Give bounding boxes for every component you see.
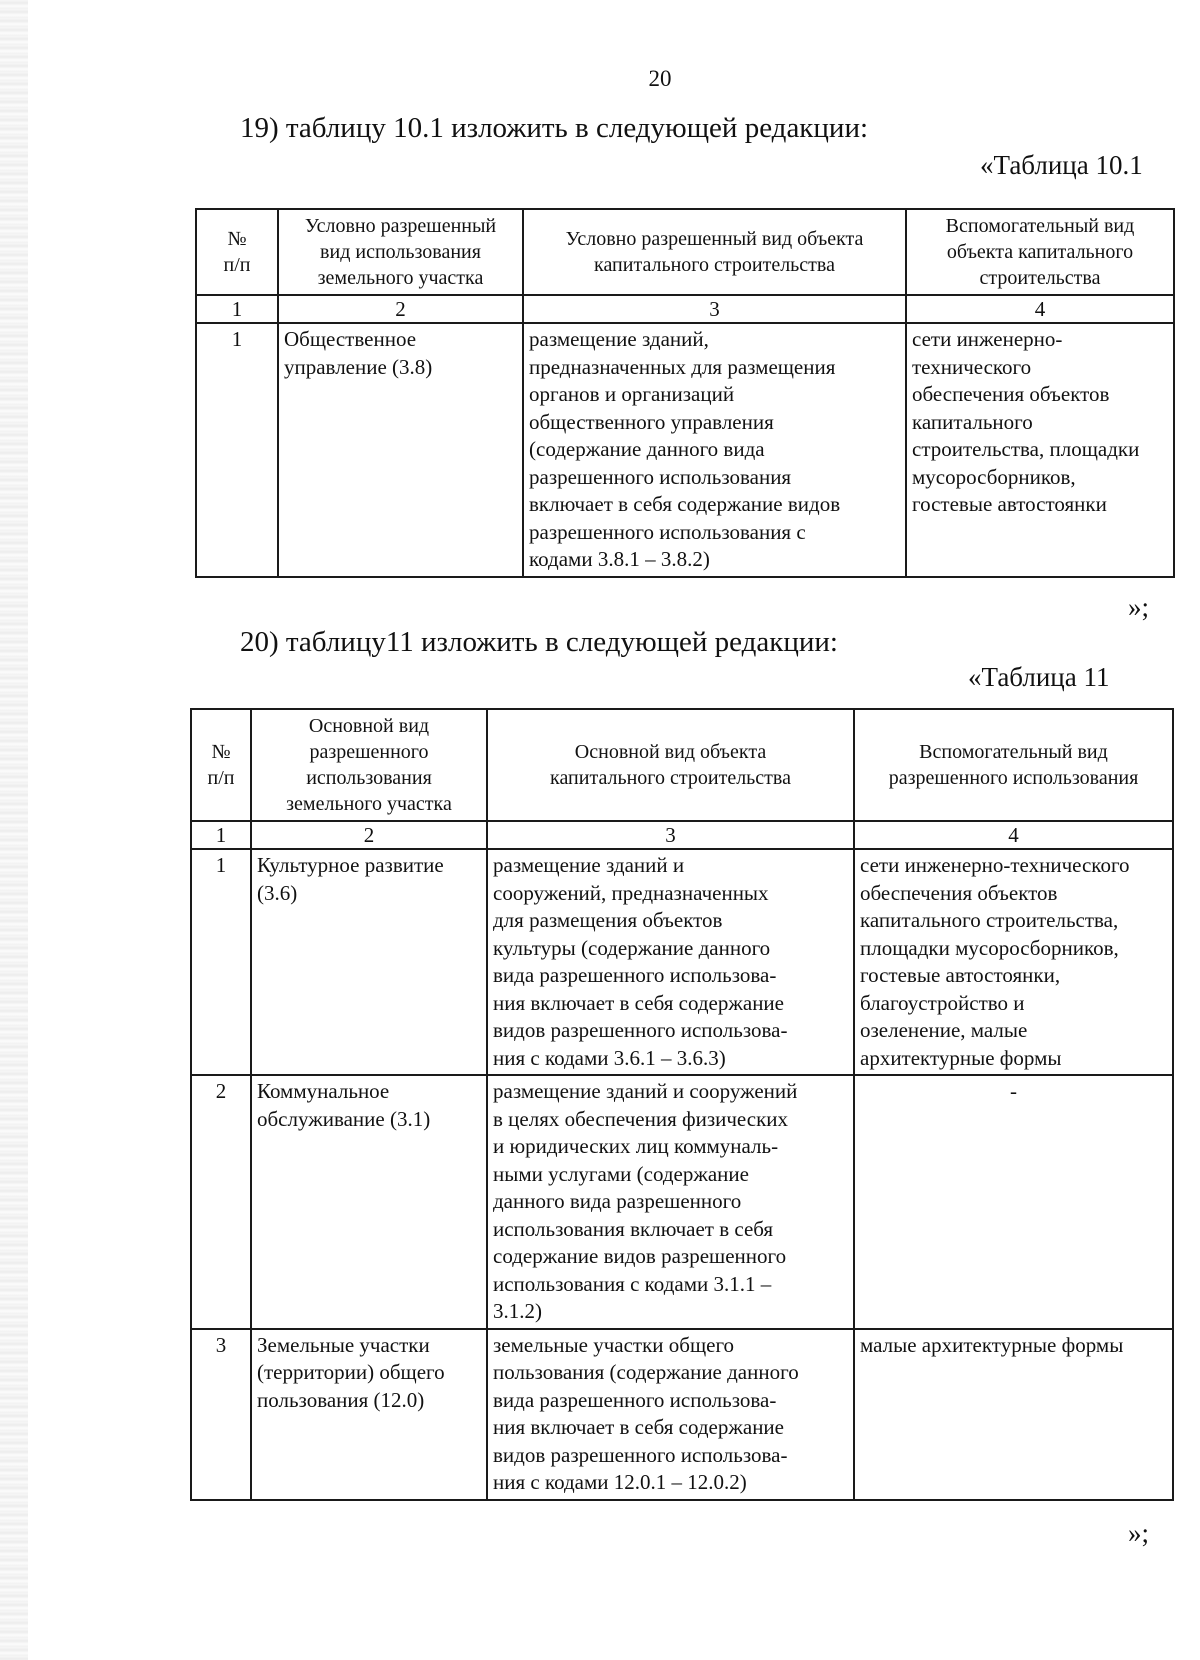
header-cell-num: № п/п — [191, 709, 251, 821]
col-number: 4 — [854, 821, 1173, 849]
header-cell-num: № п/п — [196, 209, 278, 295]
header-cell-auxiliary: Вспомогательный вид разрешенного использования — [854, 709, 1173, 821]
object-type-cell: размещение зданий и сооружений в целях обеспечения физических и юридических лиц коммуналь- ными услугами (содержание данного вида разрешенного использования включает в себя содержание видов разрешенного использования с кодами 3.1.1 – 3.1.2) — [487, 1075, 854, 1329]
land-use-cell: Коммунальное обслуживание (3.1) — [251, 1075, 487, 1329]
table-11 — [190, 708, 1174, 1501]
table-11-caption: «Таблица 11 — [968, 662, 1110, 692]
column-number-row — [196, 295, 1174, 323]
page-number: 20 — [648, 66, 672, 91]
col-number: 2 — [278, 295, 523, 323]
object-type-cell: размещение зданий, предназначенных для размещения органов и организаций общественного управления (содержание данного вида разрешенного использования включает в себя содержание видов разрешенного использования с кодами 3.8.1 – 3.8.2) — [523, 323, 906, 577]
col-number: 1 — [196, 295, 278, 323]
row-number: 1 — [196, 323, 278, 577]
table-10-1 — [195, 208, 1175, 578]
auxiliary-cell: - — [854, 1075, 1173, 1329]
table-header-row — [191, 709, 1173, 821]
col-number: 1 — [191, 821, 251, 849]
table-10-1-caption: «Таблица 10.1 — [980, 150, 1143, 180]
auxiliary-cell: малые архитектурные формы — [854, 1329, 1173, 1500]
col-number: 4 — [906, 295, 1174, 323]
header-cell-land-use: Условно разрешенный вид использования земельного участка — [278, 209, 523, 295]
table-row — [191, 1329, 1173, 1500]
table-row — [191, 849, 1173, 1075]
row-number: 1 — [191, 849, 251, 1075]
land-use-cell: Земельные участки (территории) общего пользования (12.0) — [251, 1329, 487, 1500]
row-number: 2 — [191, 1075, 251, 1329]
object-type-cell: земельные участки общего пользования (содержание данного вида разрешенного использова- ния включает в себя содержание видов разрешенного использова- ния с кодами 12.0.1 – 12.0.2) — [487, 1329, 854, 1500]
header-cell-auxiliary: Вспомогательный вид объекта капитального строительства — [906, 209, 1174, 295]
table-row — [196, 323, 1174, 577]
header-cell-object-type: Условно разрешенный вид объекта капитального строительства — [523, 209, 906, 295]
col-number: 2 — [251, 821, 487, 849]
auxiliary-cell: сети инженерно-технического обеспечения объектов капитального строительства, площадки мусоросборников, гостевые автостоянки, благоустройство и озеленение, малые архитектурные формы — [854, 849, 1173, 1075]
instruction-19: 19) таблицу 10.1 изложить в следующей редакции: — [240, 112, 869, 144]
header-cell-object-type: Основной вид объекта капитального строительства — [487, 709, 854, 821]
table-10-1-closing: »; — [1128, 592, 1150, 622]
table-header-row — [196, 209, 1174, 295]
auxiliary-cell: сети инженерно- технического обеспечения объектов капитального строительства, площадки мусоросборников, гостевые автостоянки — [906, 323, 1174, 577]
land-use-cell: Общественное управление (3.8) — [278, 323, 523, 577]
column-number-row — [191, 821, 1173, 849]
col-number: 3 — [523, 295, 906, 323]
land-use-cell: Культурное развитие (3.6) — [251, 849, 487, 1075]
col-number: 3 — [487, 821, 854, 849]
table-11-closing: »; — [1128, 1518, 1150, 1548]
scan-edge-artifact — [0, 0, 28, 1660]
header-cell-land-use: Основной вид разрешенного использования земельного участка — [251, 709, 487, 821]
row-number: 3 — [191, 1329, 251, 1500]
table-row — [191, 1075, 1173, 1329]
object-type-cell: размещение зданий и сооружений, предназначенных для размещения объектов культуры (содержание данного вида разрешенного использова- ния включает в себя содержание видов разрешенного использова- ния с кодами 3.6.1 – 3.6.3) — [487, 849, 854, 1075]
instruction-20: 20) таблицу11 изложить в следующей редакции: — [240, 626, 838, 658]
